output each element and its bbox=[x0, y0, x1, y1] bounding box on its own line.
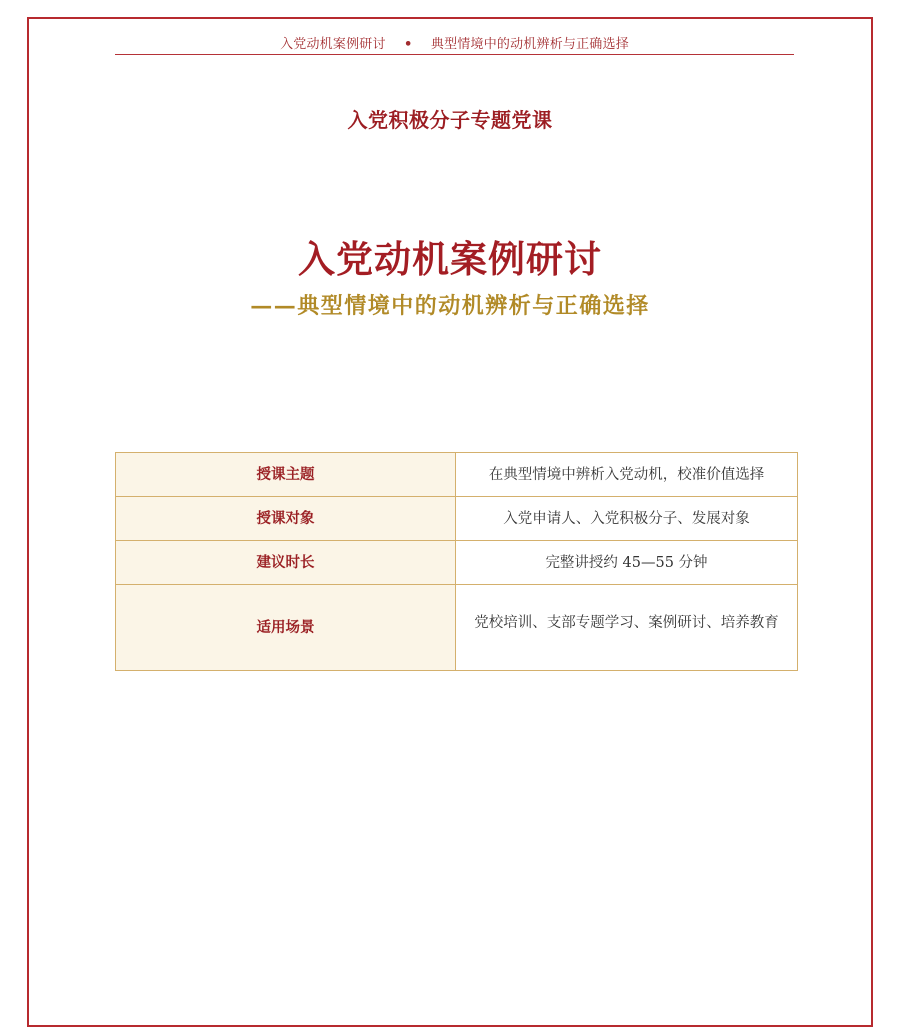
table-label-duration: 建议时长 bbox=[116, 541, 456, 585]
header-left-text: 入党动机案例研讨 bbox=[280, 37, 386, 52]
page-title: 入党动机案例研讨 bbox=[298, 237, 602, 281]
table-label-scenario: 适用场景 bbox=[116, 585, 456, 671]
header-rule bbox=[115, 54, 794, 55]
table-value-scenario bbox=[456, 585, 798, 671]
table-value-audience: 入党申请人、入党积极分子、发展对象 bbox=[456, 497, 798, 541]
table-row-scenario bbox=[116, 585, 798, 671]
course-info-table bbox=[115, 452, 798, 671]
running-header bbox=[115, 36, 794, 54]
course-label: 入党积极分子专题党课 bbox=[347, 108, 553, 132]
page-subtitle: ——典型情境中的动机辨析与正确选择 bbox=[250, 293, 650, 319]
table-label-audience: 授课对象 bbox=[116, 497, 456, 541]
table-row-duration bbox=[116, 541, 798, 585]
header-bullet-icon: • bbox=[404, 37, 413, 52]
header-right-text: 典型情境中的动机辨析与正确选择 bbox=[430, 37, 629, 52]
table-value-duration: 完整讲授约 45—55 分钟 bbox=[456, 541, 798, 585]
table-row-topic bbox=[116, 453, 798, 497]
table-value-topic: 在典型情境中辨析入党动机，校准价值选择 bbox=[456, 453, 798, 497]
table-label-topic: 授课主题 bbox=[116, 453, 456, 497]
table-value-scenario-text: 党校培训、支部专题学习、案例研讨、培养教育 bbox=[474, 615, 779, 631]
table-row-audience bbox=[116, 497, 798, 541]
